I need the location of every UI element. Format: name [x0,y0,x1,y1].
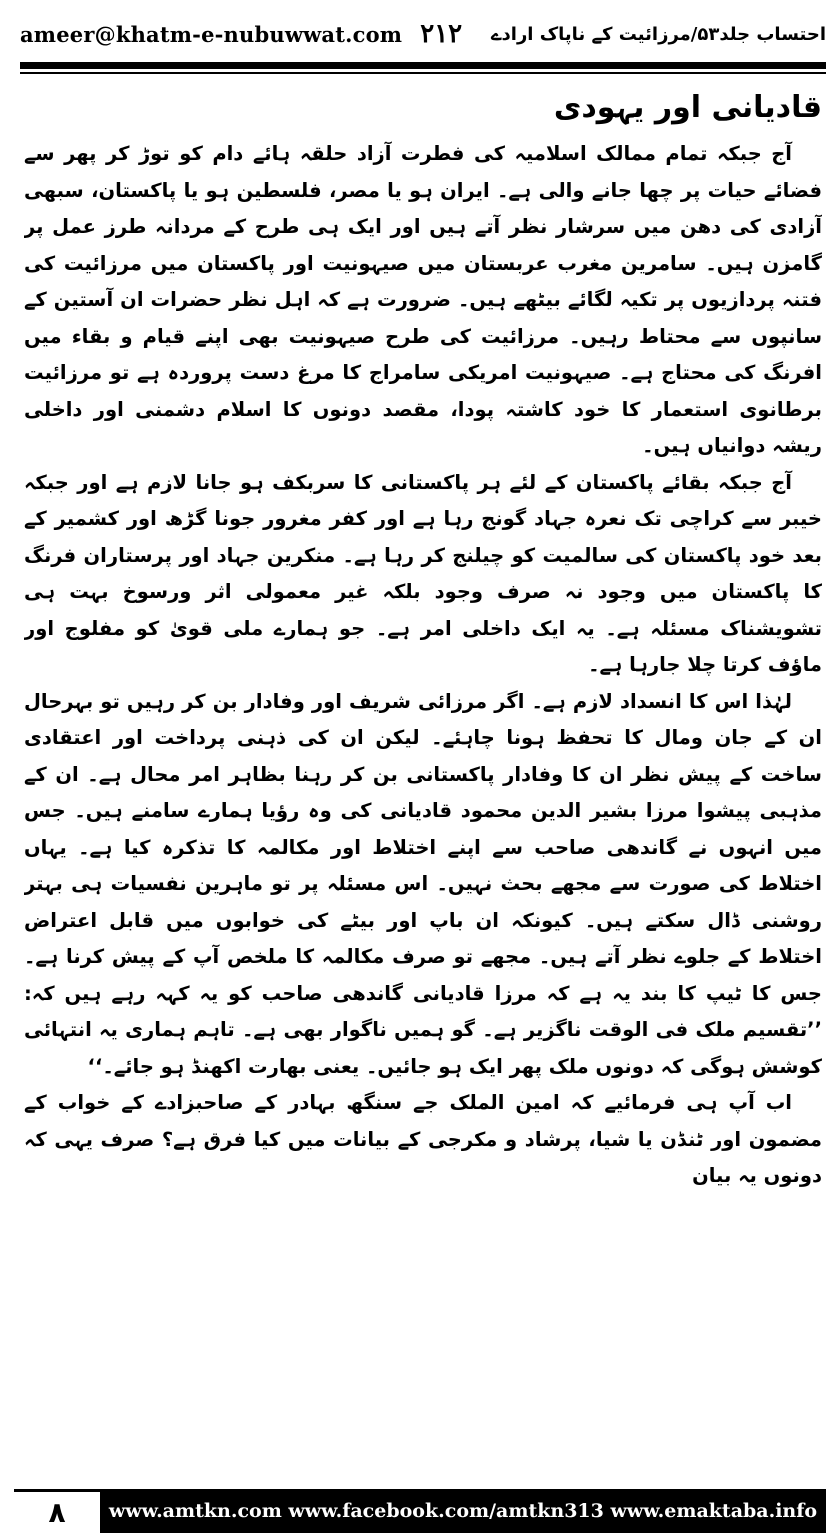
header-thick-rule [20,62,826,69]
article-paragraph-2: آج جبکہ بقائے پاکستان کے لئے ہر پاکستانی کا سربکف ہو جانا لازم ہے اور جبکہ خیبر سے کراچی تک نعرہ جہاد گونج رہا ہے اور کفر مغرور جونا گڑھ اور کشمیر کے بعد خود پاکستان کی سالمیت کو چیلنج کر رہا ہے۔ منکرین جہاد اور پرستاران فرنگ کا پاکستان میں وجود نہ صرف وجود بلکہ غیر معمولی اثر ورسوخ بہت ہی تشویشناک مسئلہ ہے۔ یہ ایک داخلی امر ہے۔ جو ہمارے ملی قویٰ کو مفلوج اور ماؤف کرتا چلا جارہا ہے۔ [24,470,822,676]
article-paragraph-3: لہٰذا اس کا انسداد لازم ہے۔ اگر مرزائی شریف اور وفادار بن کر رہیں تو بہرحال ان کے جان ومال کا تحفظ ہونا چاہئے۔ لیکن ان کی ذہنی پرداخت اور اعتقادی ساخت کے پیش نظر ان کا وفادار پاکستانی بن کر رہنا بظاہر امر محال ہے۔ ان کے مذہبی پیشوا مرزا بشیر الدین محمود قادیانی کی وہ رؤیا ہمارے سامنے ہیں۔ جس میں انہوں نے گاندھی صاحب سے اپنے اختلاط اور مکالمہ کا تذکرہ کیا ہے۔ یہاں اختلاط کی صورت سے مجھے بحث نہیں۔ اس مسئلہ پر تو ماہرین نفسیات ہی بہتر روشنی ڈال سکتے ہیں۔ کیونکہ ان باپ اور بیٹے کی خوابوں میں قابل اعتراض اختلاط کے جلوے نظر آتے ہیں۔ مجھے تو صرف مکالمہ کا ملخص آپ کے پیش کرنا ہے۔ جس کا ٹیپ کا بند یہ ہے کہ مرزا قادیانی گاندھی صاحب کو یہ کہہ رہے ہیں کہ: ’’تقسیم ملک فی الوقت ناگزیر ہے۔ گو ہمیں ناگوار بھی ہے۔ تاہم ہماری یہ انتہائی کوشش ہوگی کہ دونوں ملک پھر ایک ہو جائیں۔ یعنی بھارت اکھنڈ ہو جائے۔‘‘ [24,689,822,1078]
article-paragraph-1: آج جبکہ تمام ممالک اسلامیہ کی فطرت آزاد حلقہ ہائے دام کو توڑ کر پھر سے فضائے حیات پر چھا جانے والی ہے۔ ایران ہو یا مصر، فلسطین ہو یا پاکستان، سبھی آزادی کی دھن میں سرشار نظر آتے ہیں اور ایک ہی طرح کے مردانہ طرز عمل پر گامزن ہیں۔ سامرین مغرب عربستان میں صیہونیت اور پاکستان میں مرزائیت کی فتنہ پردازیوں پر تکیہ لگائے بیٹھے ہیں۔ ضرورت ہے کہ اہل نظر حضرات ان آستین کے سانپوں سے محتاط رہیں۔ مرزائیت کی طرح صیہونیت بھی اپنے قیام و بقاء میں افرنگ کی محتاج ہے۔ صیہونیت امریکی سامراج کا مرغ دست پروردہ ہے تو مرزائیت برطانوی استعمار کا خود کاشتہ پودا، مقصد دونوں کا اسلام دشمنی اور داخلی ریشہ دوانیاں ہیں۔ [24,142,822,457]
page-footer [14,1489,826,1533]
footer-folio-number: ۸ [14,1489,100,1533]
page-header [20,12,826,56]
header-email[interactable]: ameer@khatm-e-nubuwwat.com [20,21,403,47]
article-heading: قادیانی اور یہودی [553,90,822,125]
article-paragraph-4: اب آپ ہی فرمائیے کہ امین الملک جے سنگھ بہادر کے صاحبزادے کے خواب کے مضمون اور ٹنڈن یا شیا، پرشاد و مکرجی کے بیانات میں کیا فرق ہے؟ صرف یہی کہ دونوں یہ بیان [24,1091,822,1187]
header-left [20,19,462,49]
footer-website-links[interactable]: www.amtkn.com www.facebook.com/amtkn313 www.emaktaba.info [100,1489,826,1533]
article-body [24,86,822,1476]
header-running-title: احتساب جلد۵۳/مرزائیت کے ناپاک ارادے [490,23,826,45]
header-thin-rule [20,72,826,74]
header-page-number: ۲۱۲ [420,19,463,49]
